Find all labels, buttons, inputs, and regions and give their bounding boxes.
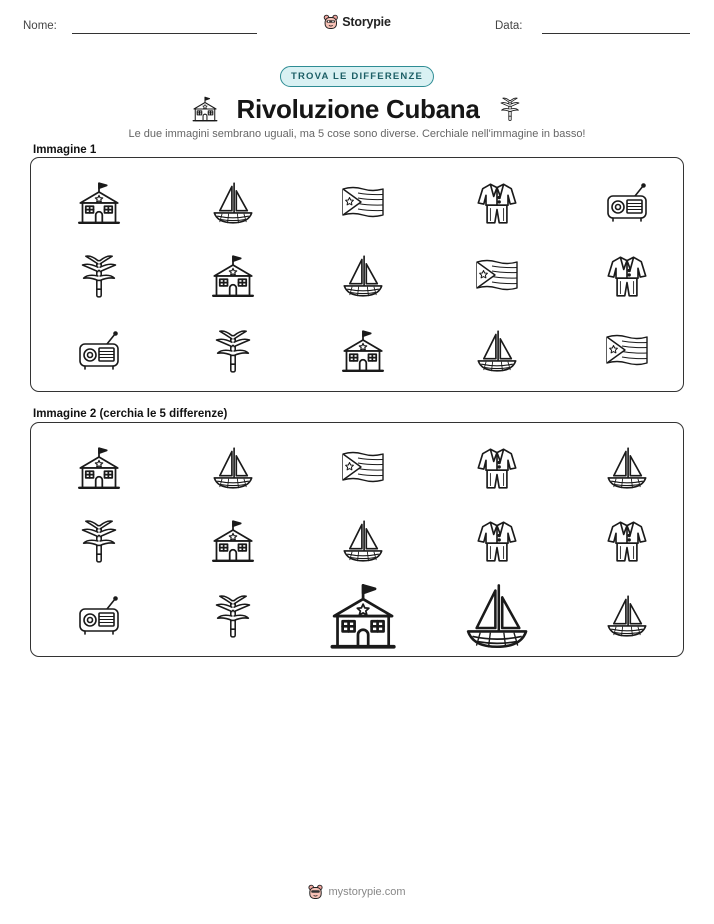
header bbox=[22, 14, 692, 40]
brand-name: Storypie bbox=[342, 15, 391, 29]
sugarcane-icon bbox=[77, 254, 121, 298]
panel-label-image-1: Immagine 1 bbox=[33, 144, 97, 156]
brand-logo bbox=[323, 14, 390, 30]
sailboat-icon[interactable] bbox=[605, 446, 649, 490]
flag-icon bbox=[341, 181, 385, 225]
instructions: Le due immagini sembrano uguali, ma 5 cose sono diverse. Cerchiale nell'immagine in basso! bbox=[128, 128, 586, 140]
suit-icon[interactable] bbox=[475, 519, 519, 563]
image-2-panel[interactable] bbox=[30, 422, 684, 657]
radio-icon[interactable] bbox=[77, 594, 121, 638]
flag-icon bbox=[475, 254, 519, 298]
suit-icon bbox=[475, 181, 519, 225]
panel-label-image-2: Immagine 2 (cerchia le 5 differenze) bbox=[33, 408, 228, 420]
suit-icon[interactable] bbox=[605, 519, 649, 563]
radio-icon bbox=[605, 181, 649, 225]
sailboat-icon[interactable] bbox=[211, 446, 255, 490]
storypie-mascot-icon bbox=[323, 14, 338, 30]
suit-icon bbox=[605, 254, 649, 298]
flag-icon[interactable] bbox=[341, 446, 385, 490]
sugarcane-icon[interactable] bbox=[211, 594, 255, 638]
flag-icon bbox=[605, 329, 649, 373]
sailboat-icon[interactable] bbox=[605, 594, 649, 638]
sailboat-icon[interactable] bbox=[463, 582, 531, 650]
sailboat-icon bbox=[475, 329, 519, 373]
school-icon[interactable] bbox=[329, 582, 397, 650]
school-icon[interactable] bbox=[211, 519, 255, 563]
school-icon bbox=[77, 181, 121, 225]
radio-icon bbox=[77, 329, 121, 373]
school-icon[interactable] bbox=[77, 446, 121, 490]
sugarcane-icon bbox=[498, 94, 522, 124]
footer bbox=[0, 884, 714, 900]
sailboat-icon bbox=[341, 254, 385, 298]
footer-url: mystorypie.com bbox=[328, 886, 406, 898]
worksheet-type-badge: TROVA LE DIFFERENZE bbox=[280, 66, 434, 87]
sailboat-icon[interactable] bbox=[341, 519, 385, 563]
date-label: Data: bbox=[495, 20, 523, 32]
school-icon bbox=[192, 95, 218, 123]
title-row bbox=[0, 90, 714, 128]
date-field[interactable] bbox=[542, 33, 690, 34]
storypie-mascot-icon bbox=[308, 884, 323, 900]
sugarcane-icon bbox=[211, 329, 255, 373]
name-label: Nome: bbox=[23, 20, 57, 32]
school-icon bbox=[341, 329, 385, 373]
sugarcane-icon[interactable] bbox=[77, 519, 121, 563]
name-field[interactable] bbox=[72, 33, 257, 34]
sailboat-icon bbox=[211, 181, 255, 225]
page-title: Rivoluzione Cubana bbox=[236, 93, 480, 124]
school-icon bbox=[211, 254, 255, 298]
image-1-panel bbox=[30, 157, 684, 392]
suit-icon[interactable] bbox=[475, 446, 519, 490]
